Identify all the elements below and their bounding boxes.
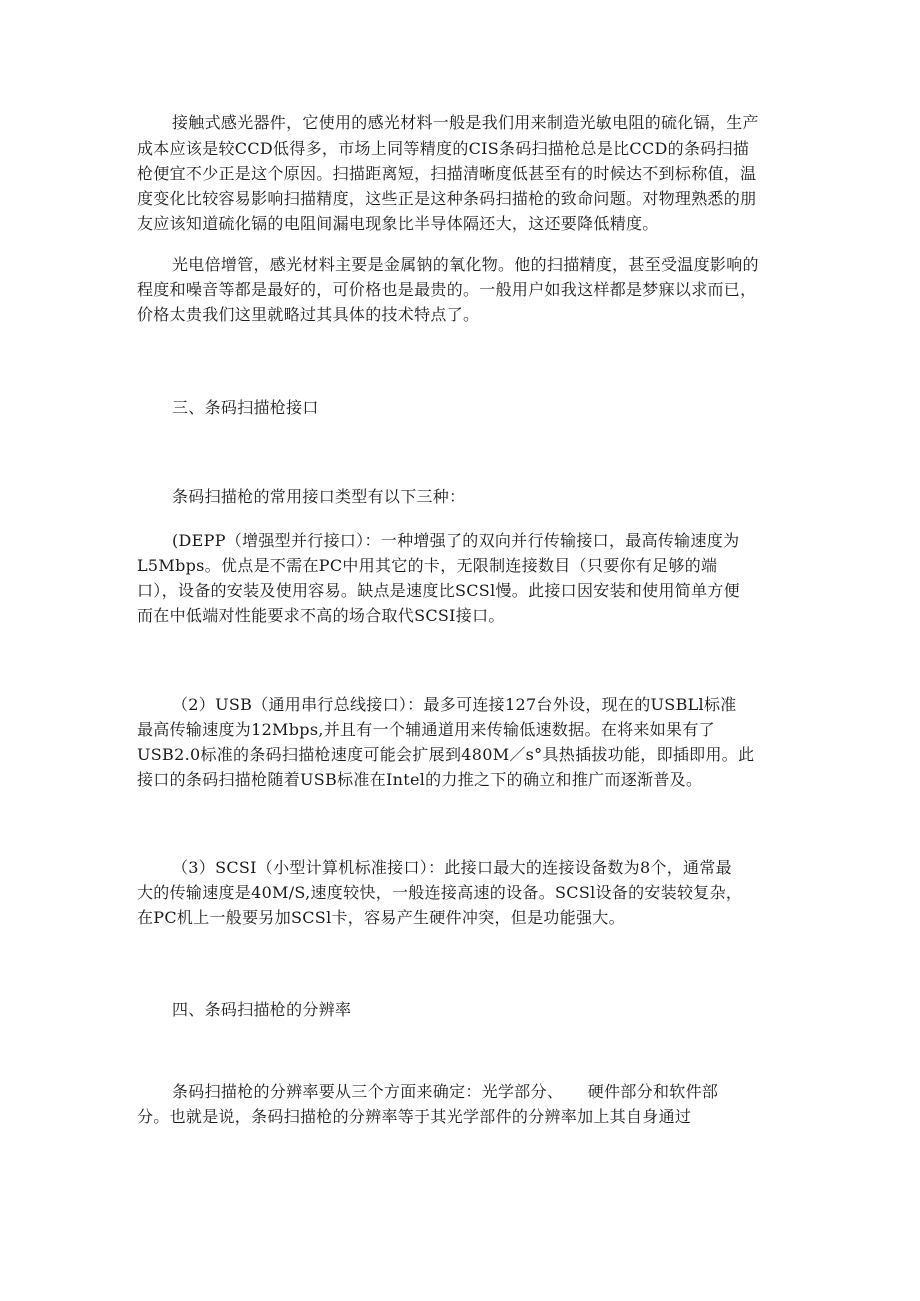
text-line: 成本应该是较CCD低得多，市场上同等精度的CIS条码扫描枪总是比CCD的条码扫描 — [137, 139, 750, 158]
text-line: 在PC机上一般要另加SCSl卡，容易产生硬件冲突，但是功能强大。 — [137, 908, 625, 927]
text-line: 接触式感光器件，它使用的感光材料一般是我们用来制造光敏电阻的硫化镉，生产 — [172, 113, 759, 132]
text-line: 价格太贵我们这里就略过其具体的技术特点了。 — [137, 305, 480, 324]
text-line: 接口的条码扫描枪随着USB标准在Intel的力推之下的确立和推广而逐渐普及。 — [137, 770, 703, 789]
text-line: 条码扫描枪的分辨率要从三个方面来确定：光学部分、 硬件部分和软件部 — [172, 1082, 719, 1101]
text-line: 最高传输速度为12Mbps,并且有一个辅通道用来传输低速数据。在将来如果有了 — [137, 720, 715, 739]
text-line: 口），设备的安装及使用容易。缺点是速度比SCSl慢。此接口因安装和使用简单方便 — [137, 581, 740, 600]
text-line: 分。也就是说，条码扫描枪的分辨率等于其光学部件的分辨率加上其自身通过 — [137, 1107, 692, 1126]
text-line: (DEPP（增强型并行接口）：一种增强了的双向并行传输接口，最高传输速度为 — [172, 531, 740, 550]
text-line: （2）USB（通用串行总线接口）：最多可连接127台外设，现在的USBLl标准 — [172, 695, 737, 714]
text-line: 而在中低端对性能要求不高的场合取代SCSI接口。 — [137, 606, 505, 625]
section-heading: 三、条码扫描枪接口 — [172, 398, 319, 417]
text-line: 条码扫描枪的常用接口类型有以下三种： — [172, 487, 466, 506]
text-line: 友应该知道硫化镉的电阻间漏电现象比半导体隔还大，这还要降低精度。 — [137, 214, 659, 233]
text-line: 度变化比较容易影响扫描精度，这些正是这种条码扫描枪的致命问题。对物理熟悉的朋 — [137, 189, 757, 208]
text-line: L5Mbps。优点是不需在PC中用其它的卡，无限制连接数目（只要你有足够的端 — [137, 556, 718, 575]
text-line: （3）SCSI（小型计算机标准接口）：此接口最大的连接设备数为8个，通常最 — [172, 858, 732, 877]
section-heading: 四、条码扫描枪的分辨率 — [172, 1000, 352, 1019]
text-line: USB2.0标准的条码扫描枪速度可能会扩展到480M／s°具热插拔功能，即插即用。此 — [137, 745, 755, 764]
text-line: 枪便宜不少正是这个原因。扫描距离短，扫描清晰度低甚至有的时候达不到标称值，温 — [137, 164, 757, 183]
text-line: 程度和噪音等都是最好的，可价格也是最贵的。一般用户如我这样都是梦寐以求而已， — [137, 280, 757, 299]
text-line: 光电倍增管，感光材料主要是金属钠的氧化物。他的扫描精度，甚至受温度影响的 — [172, 255, 759, 274]
text-line: 大的传输速度是40M/S,速度较快，一般连接高速的设备。SCSl设备的安装较复杂， — [137, 883, 743, 902]
